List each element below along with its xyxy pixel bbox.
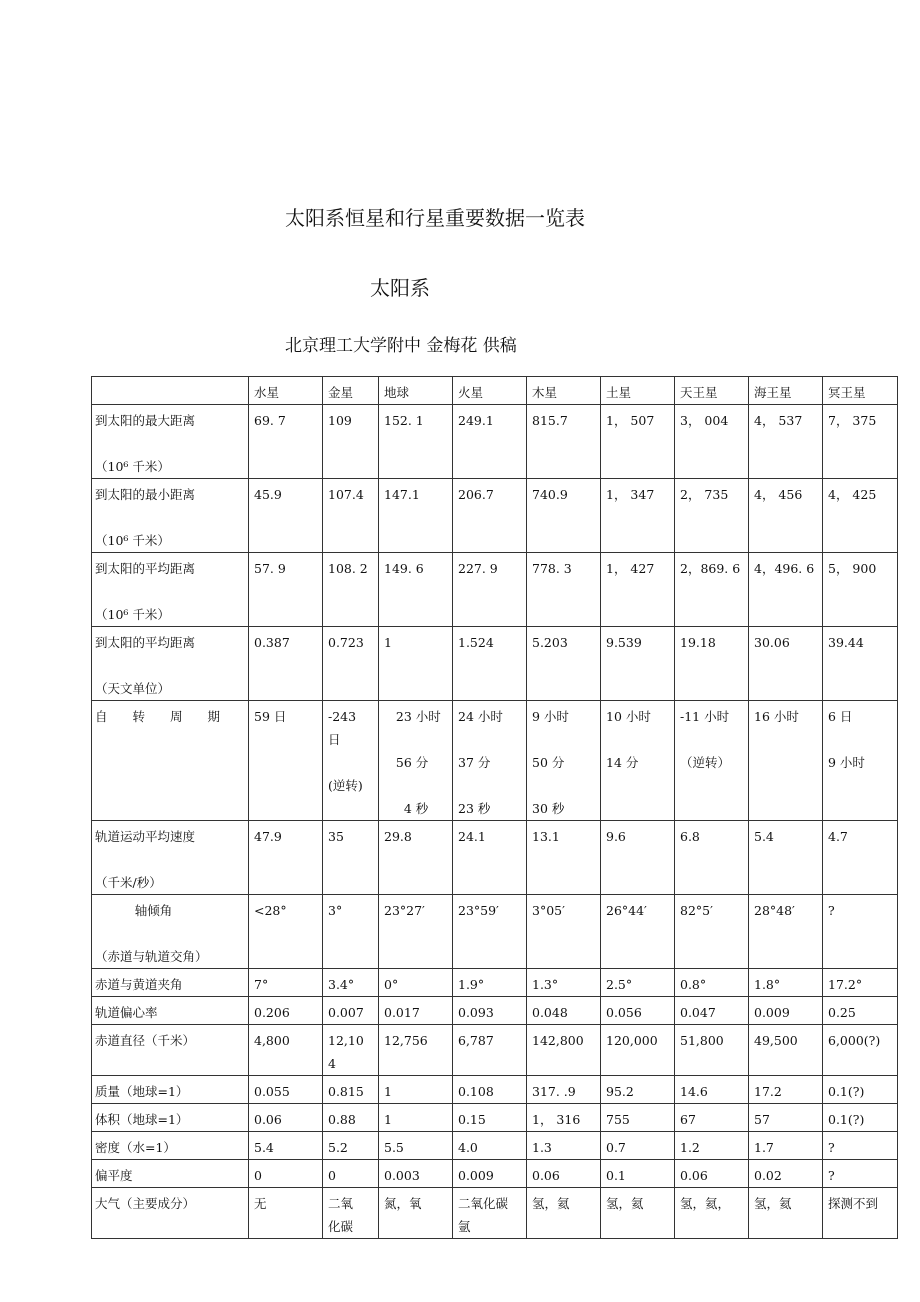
row-label: 轴倾角 （赤道与轨道交角） (92, 895, 249, 969)
table-cell: 29.8 (379, 821, 453, 895)
table-cell: 1 (379, 627, 453, 701)
document-subtitle: 太阳系 (370, 276, 430, 300)
table-cell: 14.6 (675, 1076, 749, 1104)
table-cell: 0.06 (527, 1160, 601, 1188)
table-cell: 氮，氧 (379, 1188, 453, 1239)
table-cell: 1， 427 (601, 553, 675, 627)
table-cell: ? (823, 895, 898, 969)
table-cell: 4，496. 6 (749, 553, 823, 627)
table-cell: 12,756 (379, 1025, 453, 1076)
row-label: 到太阳的平均距离 （10⁶ 千米） (92, 553, 249, 627)
table-cell: 10 小时 14 分 (601, 701, 675, 821)
table-cell: 108. 2 (323, 553, 379, 627)
table-cell: ? (823, 1132, 898, 1160)
row-label: 赤道直径（千米） (92, 1025, 249, 1076)
table-row (92, 997, 898, 1025)
column-header: 冥王星 (823, 377, 898, 405)
row-label: 大气（主要成分） (92, 1188, 249, 1239)
table-cell: 317. .9 (527, 1076, 601, 1104)
table-cell: 69. 7 (249, 405, 323, 479)
table-cell: 0.055 (249, 1076, 323, 1104)
table-cell: 0.206 (249, 997, 323, 1025)
table-cell: 1.2 (675, 1132, 749, 1160)
table-cell: 2，869. 6 (675, 553, 749, 627)
row-label: 体积（地球=1） (92, 1104, 249, 1132)
table-cell: -243 日 (逆转) (323, 701, 379, 821)
table-cell: 17.2 (749, 1076, 823, 1104)
table-cell: 0.15 (453, 1104, 527, 1132)
table-cell: 0.88 (323, 1104, 379, 1132)
table-cell: 0.108 (453, 1076, 527, 1104)
table-cell: 147.1 (379, 479, 453, 553)
table-cell: 9.6 (601, 821, 675, 895)
table-cell: 0.25 (823, 997, 898, 1025)
table-cell: 24.1 (453, 821, 527, 895)
table-cell: 氢，氦 (749, 1188, 823, 1239)
table-cell: 23°59′ (453, 895, 527, 969)
table-cell: 7， 375 (823, 405, 898, 479)
table-cell: 二氧 化碳 (323, 1188, 379, 1239)
table-cell: 0 (249, 1160, 323, 1188)
row-label: 轨道偏心率 (92, 997, 249, 1025)
table-cell: 2.5° (601, 969, 675, 997)
table-row (92, 627, 898, 701)
table-cell: 1 (379, 1076, 453, 1104)
table-cell: 0 (323, 1160, 379, 1188)
table-cell: 0.009 (749, 997, 823, 1025)
table-cell: 57. 9 (249, 553, 323, 627)
table-cell: 1.3 (527, 1132, 601, 1160)
table-row (92, 1160, 898, 1188)
table-row (92, 1132, 898, 1160)
table-cell: 6,000(?) (823, 1025, 898, 1076)
table-cell: 3°05′ (527, 895, 601, 969)
credit-line: 北京理工大学附中 金梅花 供稿 (285, 336, 517, 356)
row-label: 偏平度 (92, 1160, 249, 1188)
table-row (92, 1188, 898, 1239)
table-cell: 5.203 (527, 627, 601, 701)
table-cell: 28°48′ (749, 895, 823, 969)
table-cell: 3° (323, 895, 379, 969)
table-cell: 206.7 (453, 479, 527, 553)
table-cell: 0.093 (453, 997, 527, 1025)
table-cell: 39.44 (823, 627, 898, 701)
table-cell: 6 日 9 小时 (823, 701, 898, 821)
table-cell: 740.9 (527, 479, 601, 553)
table-cell: 0.056 (601, 997, 675, 1025)
table-cell: 1.8° (749, 969, 823, 997)
row-label: 到太阳的最小距离 （10⁶ 千米） (92, 479, 249, 553)
table-cell: 5.5 (379, 1132, 453, 1160)
table-header-row (92, 377, 898, 405)
table-cell: 0.017 (379, 997, 453, 1025)
table-cell: 氢，氦 (601, 1188, 675, 1239)
table-cell: 0.7 (601, 1132, 675, 1160)
table-cell: 4.7 (823, 821, 898, 895)
table-cell: 13.1 (527, 821, 601, 895)
table-cell: 氢，氦， (675, 1188, 749, 1239)
table-cell: 227. 9 (453, 553, 527, 627)
table-cell: 82°5′ (675, 895, 749, 969)
table-cell: 4.0 (453, 1132, 527, 1160)
table-cell: 107.4 (323, 479, 379, 553)
table-cell: 4， 456 (749, 479, 823, 553)
table-cell: 0.815 (323, 1076, 379, 1104)
table-cell: 探测不到 (823, 1188, 898, 1239)
table-cell: 0.8° (675, 969, 749, 997)
table-row (92, 895, 898, 969)
table-cell: 51,800 (675, 1025, 749, 1076)
table-cell: 1 (379, 1104, 453, 1132)
table-cell: 6.8 (675, 821, 749, 895)
table-cell: 49,500 (749, 1025, 823, 1076)
table-cell: 24 小时 37 分 23 秒 (453, 701, 527, 821)
table-cell: 4,800 (249, 1025, 323, 1076)
column-header: 海王星 (749, 377, 823, 405)
table-cell: 1， 347 (601, 479, 675, 553)
table-cell: 95.2 (601, 1076, 675, 1104)
table-cell: 6,787 (453, 1025, 527, 1076)
table-cell: 0.723 (323, 627, 379, 701)
table-cell: 0.387 (249, 627, 323, 701)
table-cell: ? (823, 1160, 898, 1188)
table-cell: 1， 316 (527, 1104, 601, 1132)
table-cell: 57 (749, 1104, 823, 1132)
table-row (92, 969, 898, 997)
row-label: 到太阳的平均距离 （天文单位） (92, 627, 249, 701)
row-label: 质量（地球=1） (92, 1076, 249, 1104)
table-cell: 778. 3 (527, 553, 601, 627)
table-cell: 0.1(?) (823, 1104, 898, 1132)
table-cell: 0.1(?) (823, 1076, 898, 1104)
document-title: 太阳系恒星和行星重要数据一览表 (285, 206, 585, 230)
table-cell: 0.06 (249, 1104, 323, 1132)
row-label: 密度（水=1） (92, 1132, 249, 1160)
table-cell: 0.003 (379, 1160, 453, 1188)
table-cell: 249.1 (453, 405, 527, 479)
table-row (92, 405, 898, 479)
table-cell: 0.007 (323, 997, 379, 1025)
column-header: 土星 (601, 377, 675, 405)
table-cell: 0.048 (527, 997, 601, 1025)
table-cell: -11 小时 （逆转） (675, 701, 749, 821)
table-cell: 19.18 (675, 627, 749, 701)
table-cell: 5， 900 (823, 553, 898, 627)
table-cell: 4， 537 (749, 405, 823, 479)
table-cell: 1.3° (527, 969, 601, 997)
table-cell: 149. 6 (379, 553, 453, 627)
table-cell: 67 (675, 1104, 749, 1132)
table-cell: 45.9 (249, 479, 323, 553)
table-cell: 0.1 (601, 1160, 675, 1188)
column-header: 金星 (323, 377, 379, 405)
column-header: 火星 (453, 377, 527, 405)
table-cell: 0° (379, 969, 453, 997)
table-row (92, 1025, 898, 1076)
table-cell: 1， 507 (601, 405, 675, 479)
table-cell: 二氧化碳 氩 (453, 1188, 527, 1239)
row-label: 赤道与黄道夹角 (92, 969, 249, 997)
table-cell: 无 (249, 1188, 323, 1239)
column-header: 天王星 (675, 377, 749, 405)
table-cell: 109 (323, 405, 379, 479)
table-cell: <28° (249, 895, 323, 969)
table-cell: 5.4 (249, 1132, 323, 1160)
table-row (92, 1076, 898, 1104)
table-cell: 59 日 (249, 701, 323, 821)
row-label: 轨道运动平均速度 （千米/秒） (92, 821, 249, 895)
table-cell: 7° (249, 969, 323, 997)
column-header: 木星 (527, 377, 601, 405)
table-row (92, 479, 898, 553)
table-cell: 1.7 (749, 1132, 823, 1160)
table-cell: 47.9 (249, 821, 323, 895)
table-cell: 5.2 (323, 1132, 379, 1160)
planet-data-table (91, 376, 898, 1239)
table-row (92, 821, 898, 895)
table-cell: 12,10 4 (323, 1025, 379, 1076)
table-cell: 0.047 (675, 997, 749, 1025)
table-cell: 氢，氦 (527, 1188, 601, 1239)
table-cell: 26°44′ (601, 895, 675, 969)
table-cell: 2， 735 (675, 479, 749, 553)
table-cell: 1.524 (453, 627, 527, 701)
table-cell: 5.4 (749, 821, 823, 895)
table-cell: 16 小时 (749, 701, 823, 821)
table-cell: 755 (601, 1104, 675, 1132)
table-cell: 0.009 (453, 1160, 527, 1188)
table-cell: 0.02 (749, 1160, 823, 1188)
table-cell: 30.06 (749, 627, 823, 701)
table-cell: 9.539 (601, 627, 675, 701)
table-cell: 815.7 (527, 405, 601, 479)
table-cell: 35 (323, 821, 379, 895)
table-cell: 152. 1 (379, 405, 453, 479)
table-cell: 0.06 (675, 1160, 749, 1188)
table-cell: 17.2° (823, 969, 898, 997)
table-row (92, 553, 898, 627)
table-row (92, 701, 898, 821)
table-cell: 3.4° (323, 969, 379, 997)
table-row (92, 1104, 898, 1132)
row-label: 到太阳的最大距离 （10⁶ 千米） (92, 405, 249, 479)
column-header: 水星 (249, 377, 323, 405)
column-header: 地球 (379, 377, 453, 405)
column-header (92, 377, 249, 405)
row-label: 自 转 周 期 (92, 701, 249, 821)
table-cell: 23°27′ (379, 895, 453, 969)
table-cell: 3， 004 (675, 405, 749, 479)
table-cell: 142,800 (527, 1025, 601, 1076)
table-cell: 1.9° (453, 969, 527, 997)
table-cell: 120,000 (601, 1025, 675, 1076)
table-cell: 9 小时 50 分 30 秒 (527, 701, 601, 821)
table-cell: 4， 425 (823, 479, 898, 553)
table-cell: 23 小时 56 分 4 秒 (379, 701, 453, 821)
